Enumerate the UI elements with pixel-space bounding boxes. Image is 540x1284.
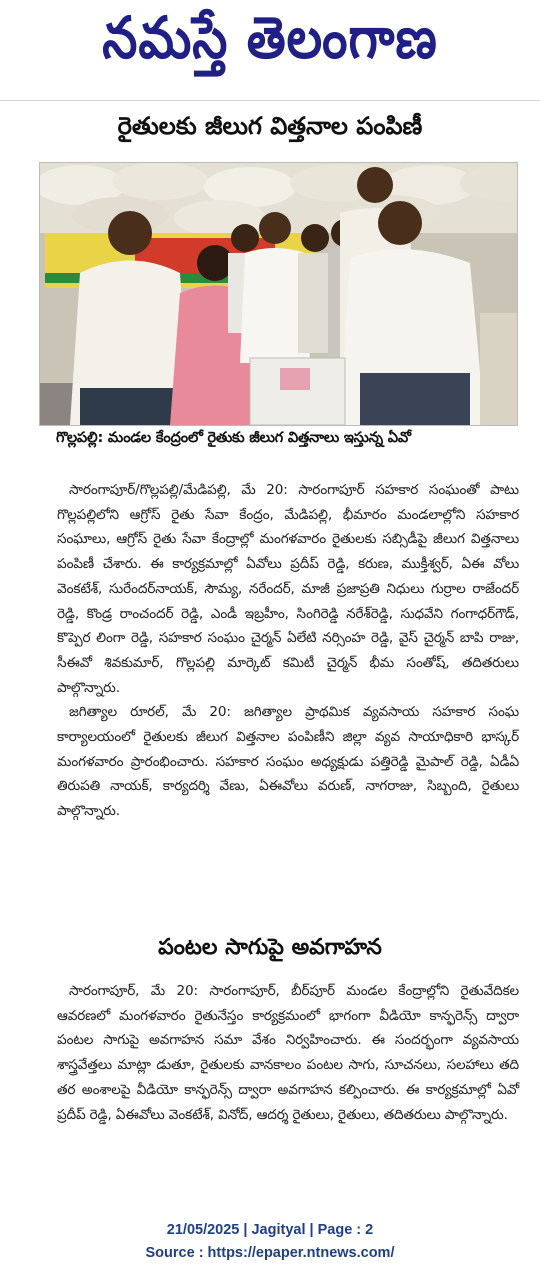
divider: [0, 100, 540, 101]
photo-caption: గొల్లపల్లి: మండల కేంద్రంలో రైతుకు జీలుగ విత్తనాలు ఇస్తున్న ఏవో: [56, 430, 411, 446]
article-paragraph: సారంగాపూర్, మే 20: సారంగాపూర్, బీర్‌పూర్ మండల కేంద్రాల్లోని రైతువేదికల ఆవరణలో మంగళవారం రైతునేస్తం కార్యక్రమంలో భాగంగా వీడియో కాన్ఫరెన్స్ ద్వారా పంటల సాగుపై అవగాహన సమా వేశం నిర్వహించారు. ఈ సందర్భంగా వ్యవసాయ శాస్త్రవేత్తలు మాట్లా డుతూ, రైతులకు వానకాలం పంటల సాగు, సూచనలు, సలహాలు తది తర అంశాలపై వీడియో కాన్ఫరెన్స్ ద్వారా అవగాహన కల్పించారు. ఈ కార్యక్రమాల్లో ఏవో ప్రదీప్ రెడ్డి, ఏఈవోలు వెంకటేశ్, వినోద్, ఆదర్శ రైతులు, రైతులు, తదితరులు పాల్గొన్నారు.: [57, 983, 519, 1123]
newspaper-logo: నమస్తే తెలంగాణ: [102, 4, 438, 71]
article-body-1: [57, 478, 519, 824]
masthead: [0, 6, 540, 84]
article-paragraph: జగిత్యాల రూరల్, మే 20: జగిత్యాల ప్రాథమిక వ్యవసాయ సహకార సంఘ కార్యాలయంలో రైతులకు జీలుగ విత్తనాల పంపిణీని జిల్లా వ్యవ సాయాధికారి భాస్కర్ మంగళవారం ప్రారంభించారు. సహకార సంఘం అధ్యక్షుడు పత్తిరెడ్డి మైపాల్ రెడ్డి, ఏడీఏ తిరుపతి నాయక్, కార్యదర్శి వేణు, ఏఈవోలు వరుణ్, నాగరాజు, సిబ్బంది, రైతులు పాల్గొన్నారు.: [57, 704, 519, 820]
news-photo: [39, 162, 518, 426]
article-paragraph: సారంగాపూర్/గొల్లపల్లి/మేడిపల్లి, మే 20: సారంగాపూర్ సహకార సంఘంతో పాటు గొల్లపల్లిలోని ఆగ్రోస్ రైతు సేవా కేంద్రం, మేడిపల్లి, భీమారం మండలాల్లోని సహకార సంఘాలు, ఆగ్రోస్ రైతు సేవా కేంద్రాల్లో మంగళవారం రైతులకు సబ్సిడీపై జీలుగ విత్తనాలు పంపిణీ చేశారు. ఈ కార్యక్రమాల్లో ఏవోలు ప్రదీప్ రెడ్డి, కరుణ, ముక్తీశ్వర్, ఏఈ వోలు వెంకటేశ్, సురేందర్‌నాయక్, సౌమ్య, నరేందర్, మాజీ ప్రజాప్రతి నిధులు గుర్రాల రాజేందర్ రెడ్డి, కొండ్ర రాంచందర్ రెడ్డి, ఎండీ ఇబ్రహీం, సింగిరెడ్డి నరేశ్‌రెడ్డి, సుధవేని గంగాధర్‌గౌడ్, కొప్పెర లింగా రెడ్డి, సహకార సంఘం చైర్మన్ ఏలేటి నర్సింహ రెడ్డి, వైస్ చైర్మన్ బాపి రాజు, సీఈవో శివకుమార్, గొల్లపల్లి మార్కెట్ కమిటీ చైర్మన్ భీమ సంతోష్, తదితరులు పాల్గొన్నారు.: [57, 482, 519, 696]
headline: రైతులకు జీలుగ విత్తనాల పంపిణీ: [117, 112, 423, 140]
footer-date-line: 21/05/2025 | Jagityal | Page : 2: [166, 1222, 374, 1238]
footer-source-line: Source : https://epaper.ntnews.com/: [145, 1245, 395, 1261]
article-body-2: [57, 979, 519, 1127]
subheadline: పంటల సాగుపై అవగాహన: [158, 935, 382, 960]
